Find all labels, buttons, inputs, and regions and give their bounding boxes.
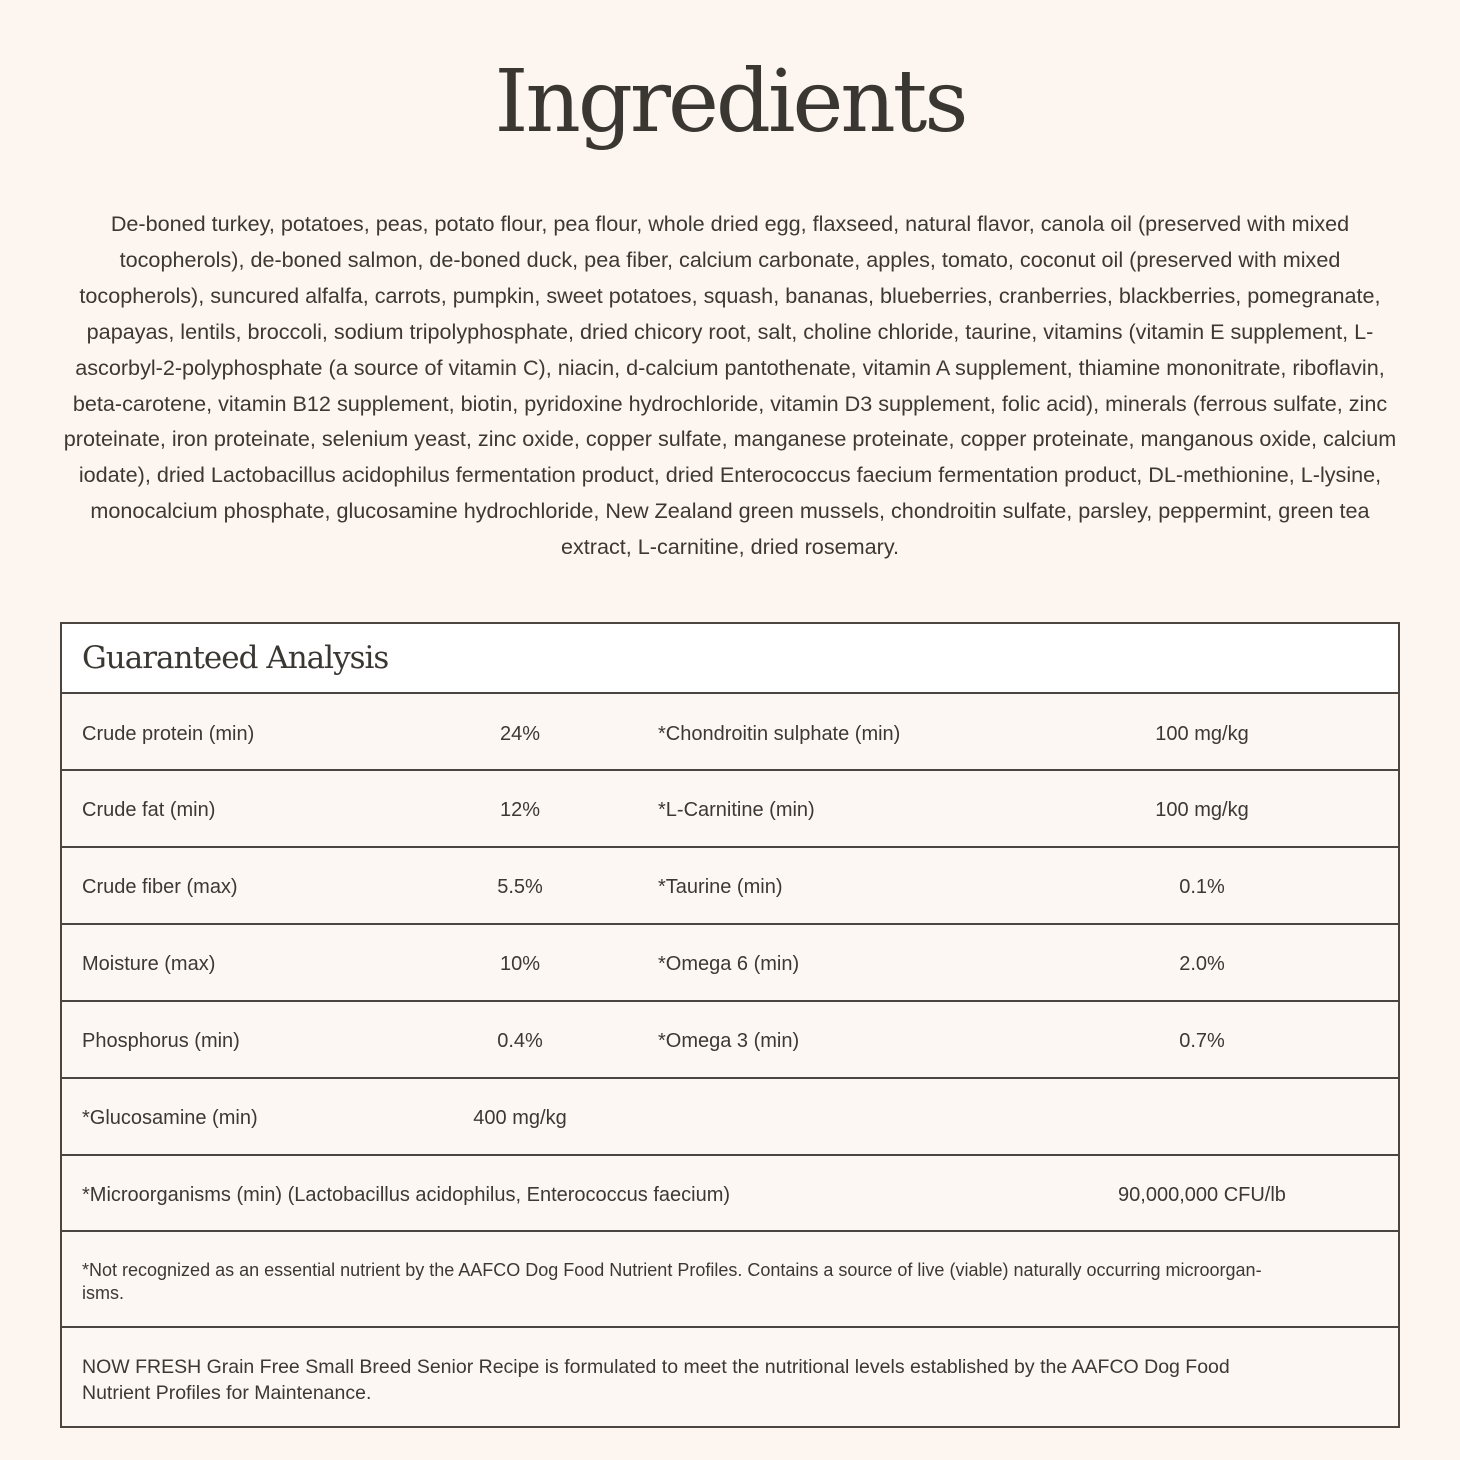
aafco-statement: [82, 1354, 1382, 1406]
nutrient-name: Crude protein (min): [82, 723, 255, 745]
nutrient-value: 5.5%: [497, 876, 543, 898]
table-row: [62, 925, 1398, 1002]
nutrient-name: *Glucosamine (min): [82, 1107, 258, 1129]
nutrient-value: 2.0%: [1179, 953, 1225, 975]
nutrient-name: *Taurine (min): [658, 876, 783, 898]
aafco-statement-row: [62, 1328, 1398, 1426]
table-row: [62, 694, 1398, 771]
table-row: [62, 1079, 1398, 1156]
nutrient-name: Crude fiber (max): [82, 876, 238, 898]
table-row: [62, 848, 1398, 925]
nutrient-name: Crude fat (min): [82, 799, 216, 821]
nutrient-name: Phosphorus (min): [82, 1030, 240, 1052]
guaranteed-analysis-title: Guaranteed Analysis: [82, 640, 389, 676]
nutrient-name: Moisture (max): [82, 953, 216, 975]
table-row: [62, 1156, 1398, 1232]
nutrient-name: *Omega 3 (min): [658, 1030, 800, 1052]
nutrient-value: 12%: [499, 799, 541, 821]
nutrient-value: 0.7%: [1179, 1030, 1225, 1052]
nutrient-value: 0.4%: [497, 1030, 543, 1052]
nutrient-value: 90,000,000 CFU/lb: [1118, 1184, 1286, 1206]
nutrient-name: *Omega 6 (min): [658, 953, 800, 975]
statement-line: Nutrient Profiles for Maintenance.: [82, 1382, 372, 1404]
nutrient-value: 100 mg/kg: [1155, 723, 1249, 745]
footnote-line: isms.: [82, 1283, 124, 1303]
nutrient-value: 100 mg/kg: [1155, 799, 1249, 821]
statement-line: NOW FRESH Grain Free Small Breed Senior Recipe is formulated to meet the nutritional levels established by the AAFCO Dog Food: [82, 1356, 1230, 1378]
footnote-text: [82, 1259, 1382, 1305]
nutrient-value: 400 mg/kg: [473, 1107, 567, 1129]
page-title: Ingredients: [494, 52, 966, 152]
table-row: [62, 1002, 1398, 1079]
nutrient-value: 10%: [499, 953, 541, 975]
nutrient-value: 0.1%: [1179, 876, 1225, 898]
nutrient-name: *L-Carnitine (min): [658, 799, 815, 821]
guaranteed-analysis-table: [60, 622, 1400, 1428]
guaranteed-analysis-header: [62, 624, 1398, 694]
nutrient-name: *Chondroitin sulphate (min): [658, 723, 901, 745]
nutrient-value: 24%: [499, 723, 541, 745]
ingredients-list: De-boned turkey, potatoes, peas, potato flour, pea flour, whole dried egg, flaxseed, natural flavor, canola oil (preserved with mixed tocopherols), de-boned salmon, de-boned duck, pea fiber, calcium carbonate, apples, tomato, coconut oil (preserved with mixed tocopherols), suncured alfalfa, carrots, pumpkin, sweet potatoes, squash, bananas, blueberries, cranberries, blackberries, pomegranate, papayas, lentils, broccoli, sodium tripolyphosphate, dried chicory root, salt, choline chloride, taurine, vitamins (vitamin E supplement, L-ascorbyl-2-polyphosphate (a source of vitamin C), niacin, d-calcium pantothenate, vitamin A supplement, thiamine mononitrate, riboflavin, beta-carotene, vitamin B12 supplement, biotin, pyridoxine hydrochloride, vitamin D3 supplement, folic acid), minerals (ferrous sulfate, zinc proteinate, iron proteinate, selenium yeast, zinc oxide, copper sulfate, manganese proteinate, copper proteinate, manganous oxide, calcium iodate), dried Lactobacillus acidophilus fermentation product, dried Enterococcus faecium fermentation product, DL-methionine, L-lysine, monocalcium phosphate, glucosamine hydrochloride, New Zealand green mussels, chondroitin sulfate, parsley, peppermint, green tea extract, L-carnitine, dried rosemary.: [63, 211, 1397, 560]
footnote-line: *Not recognized as an essential nutrient by the AAFCO Dog Food Nutrient Profiles. Contains a source of live (viable) naturally occurring microorgan-: [82, 1260, 1262, 1280]
table-row: [62, 771, 1398, 848]
nutrient-name: *Microorganisms (min) (Lactobacillus acidophilus, Enterococcus faecium): [82, 1184, 731, 1206]
footnote-row: [62, 1232, 1398, 1328]
